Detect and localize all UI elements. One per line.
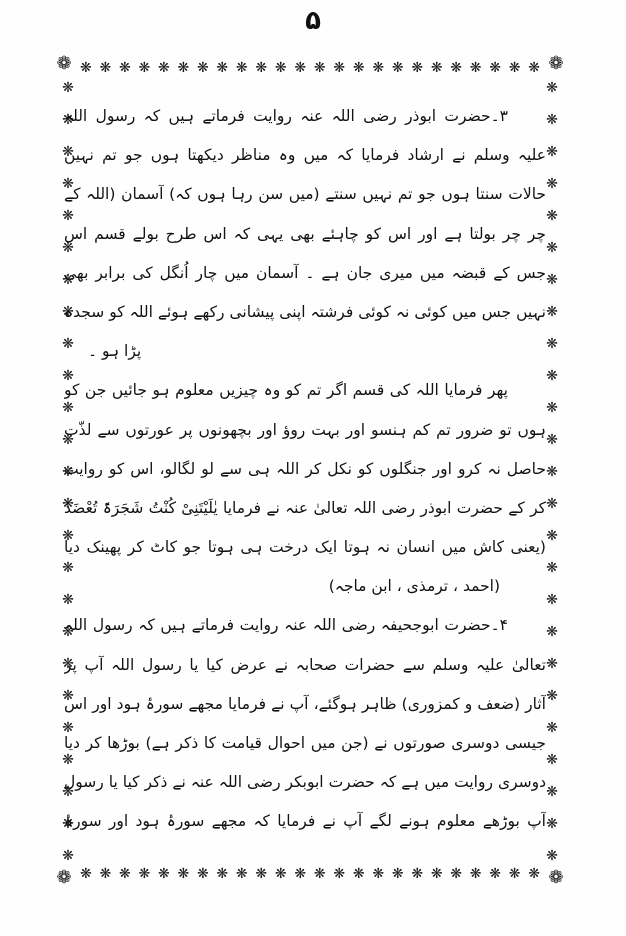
text-line: ہوں تو ضرور تم کم ہنسو اور بہت روؤ اور بچھونوں پر عورتوں سے لذّت bbox=[64, 420, 546, 439]
text-line: پڑا ہو ۔ bbox=[88, 342, 142, 361]
text-line: نہیں جس میں کوئی نہ کوئی فرشتہ اپنی پیشانی رکھے ہوئے اللہ کو سجدہ bbox=[64, 302, 546, 321]
text-line: دوسری روایت میں ہے کہ حضرت ابوبکر رضی اللہ عنہ نے ذکر کیا یا رسول bbox=[64, 773, 546, 792]
text-line: کر کے حضرت ابوذر رضی اللہ تعالیٰ عنہ نے فرمایا یٰلَیْتَنِیْ کُنْتُ شَجَرَۃً تُعْضَدُ bbox=[64, 498, 546, 517]
text-line: پھر فرمایا اللہ کی قسم اگر تم کو وہ چیزیں معلوم ہو جائیں جن کو bbox=[64, 381, 508, 400]
text-line: آپ بوڑھے معلوم ہونے لگے آپ نے فرمایا کہ مجھے سورۂ ہود اور سورۂ bbox=[64, 812, 546, 831]
border-left-ornaments: ❋ ❋ ❋ ❋ ❋ ❋ ❋ ❋ ❋ ❋ ❋ ❋ ❋ ❋ ❋ ❋ ❋ ❋ ❋ ❋ ❋ ❋ ❋ ❋ ❋ bbox=[60, 80, 76, 864]
corner-rosette-icon: ❁ bbox=[56, 867, 72, 888]
border-right-ornaments: ❋ ❋ ❋ ❋ ❋ ❋ ❋ ❋ ❋ ❋ ❋ ❋ ❋ ❋ ❋ ❋ ❋ ❋ ❋ ❋ ❋ ❋ ❋ ❋ ❋ bbox=[544, 80, 560, 864]
border-top-ornaments: ❋ ❋ ❋ ❋ ❋ ❋ ❋ ❋ ❋ ❋ ❋ ❋ ❋ ❋ ❋ ❋ ❋ ❋ ❋ ❋ ❋ ❋ ❋ ❋ bbox=[80, 60, 540, 76]
hadith-paragraph-3 bbox=[64, 97, 546, 371]
border-bottom-ornaments: ❋ ❋ ❋ ❋ ❋ ❋ ❋ ❋ ❋ ❋ ❋ ❋ ❋ ❋ ❋ ❋ ❋ ❋ ❋ ❋ ❋ ❋ ❋ ❋ bbox=[80, 866, 540, 882]
corner-rosette-icon: ❁ bbox=[56, 53, 72, 74]
page-number: ۵ bbox=[305, 6, 321, 36]
corner-rosette-icon: ❁ bbox=[548, 53, 564, 74]
text-line: حالات سنتا ہوں جو تم نہیں سنتے (میں سن رہا ہوں کہ) آسمان (اللہ کے bbox=[64, 185, 546, 204]
text-line: جس کے قبضہ میں میری جان ہے ۔ آسمان میں چار اُنگل کی برابر بھی bbox=[64, 263, 546, 282]
text-line: تعالیٰ علیہ وسلم سے حضرات صحابہ نے عرض کیا یا رسول اللہ آپ پر bbox=[64, 655, 546, 674]
text-line: (یعنی کاش میں انسان نہ ہوتا ایک درخت ہی ہوتا جو کاٹ کر پھینک دیا bbox=[64, 538, 546, 557]
hadith-paragraph-3-continued bbox=[64, 371, 546, 606]
text-line: علیہ وسلم نے ارشاد فرمایا کہ میں وہ مناظر دیکھتا ہوں جو تم نہیں bbox=[64, 146, 546, 165]
text-line: جیسی دوسری صورتوں نے (جن میں احوال قیامت کا ذکر ہے) بوڑھا کر دیا bbox=[64, 734, 546, 752]
hadith-reference: (احمد ، ترمذی ، ابن ماجہ) bbox=[328, 577, 500, 596]
text-line: ۳۔حضرت ابوذر رضی اللہ عنہ روایت فرماتے ہیں کہ رسول اللہ bbox=[64, 107, 508, 125]
text-line: ۴۔حضرت ابوجحیفہ رضی اللہ عنہ روایت فرماتے ہیں کہ رسول اللہ bbox=[64, 616, 508, 635]
text-line: حاصل نہ کرو اور جنگلوں کو نکل کر اللہ ہی سے لو لگالو، اس کو روایت bbox=[64, 459, 546, 478]
page-text bbox=[64, 97, 546, 842]
corner-rosette-icon: ❁ bbox=[548, 867, 564, 888]
text-line: چر چر بولتا ہے اور اس کو چاہئے بھی یہی کہ اس طرح بولے قسم اس bbox=[64, 224, 546, 243]
hadith-paragraph-4 bbox=[64, 606, 546, 841]
text-line: آثار (ضعف و کمزوری) ظاہر ہوگئے، آپ نے فرمایا مجھے سورۂ ہود اور اس bbox=[64, 694, 546, 713]
